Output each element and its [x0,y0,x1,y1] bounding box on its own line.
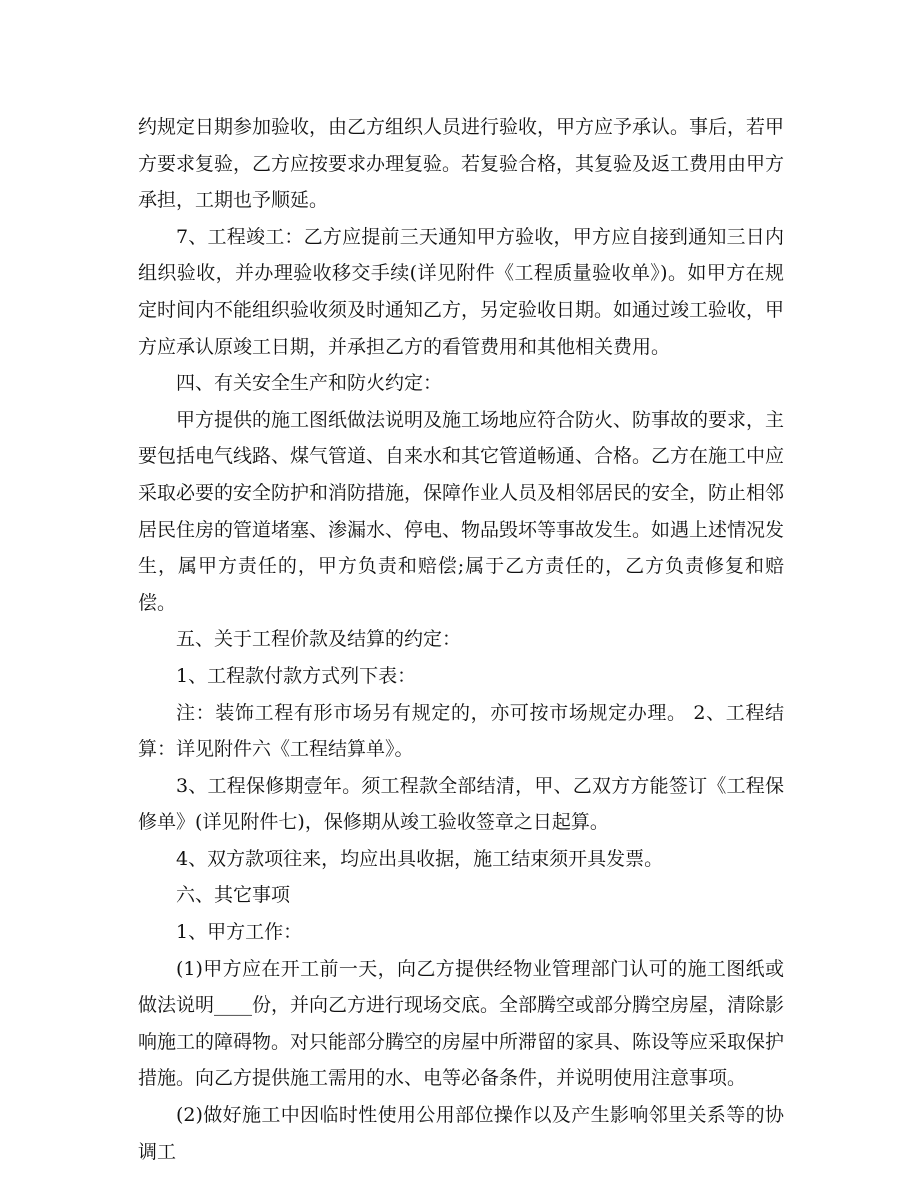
paragraph-warranty: 3、工程保修期壹年。须工程款全部结清，甲、乙双方方能签订《工程保修单》(详见附件七)，保修期从竣工验收签章之日起算。 [138,774,784,834]
paragraph-item-1: (1)甲方应在开工前一天，向乙方提供经物业管理部门认可的施工图纸或做法说明____份，并向乙方进行现场交底。全部腾空或部分腾空房屋，清除影响施工的障碍物。对只能部分腾空的房屋中所滞留的家具、陈设等应采取保护措施。向乙方提供施工需用的水、电等必备条件，并说明使用注意事项。 [138,957,785,1090]
section-heading-other: 六、其它事项 [176,884,291,907]
paragraph-payment-note: 注：装饰工程有形市场另有规定的，亦可按市场规定办理。 2、工程结算：详见附件六《工程结算单》。 [138,701,784,761]
paragraph-safety: 甲方提供的施工图纸做法说明及施工场地应符合防火、防事故的要求，主要包括电气线路、煤气管道、自来水和其它管道畅通、合格。乙方在施工中应采取必要的安全防护和消防措施，保障作业人员及相邻居民的安全，防止相邻居民住房的管道堵塞、渗漏水、停电、物品毁坏等事故发生。如遇上述情况发生，属甲方责任的，甲方负责和赔偿;属于乙方责任的，乙方负责修复和赔偿。 [138,408,785,614]
document-body [138,109,784,1170]
paragraph-acceptance-continuation: 约规定日期参加验收，由乙方组织人员进行验收，甲方应予承认。事后，若甲方要求复验，乙方应按要求办理复验。若复验合格，其复验及返工费用由甲方承担，工期也予顺延。 [138,116,785,212]
paragraph-party-a-work: 1、甲方工作： [176,921,303,944]
section-heading-payment: 五、关于工程价款及结算的约定： [176,628,462,651]
paragraph-receipts: 4、双方款项往来，均应出具收据，施工结束须开具发票。 [176,847,664,870]
section-heading-safety: 四、有关安全生产和防火约定： [176,372,443,395]
paragraph-completion: 7、工程竣工：乙方应提前三天通知甲方验收，甲方应自接到通知三日内组织验收，并办理验收移交手续(详见附件《工程质量验收单》)。如甲方在规定时间内不能组织验收须及时通知乙方，另定验收日期。如通过竣工验收，甲方应承认原竣工日期，并承担乙方的看管费用和其他相关费用。 [138,225,785,358]
paragraph-item-2: (2)做好施工中因临时性使用公用部位操作以及产生影响邻里关系等的协调工 [138,1104,784,1163]
paragraph-payment-method: 1、工程款付款方式列下表： [176,664,417,687]
